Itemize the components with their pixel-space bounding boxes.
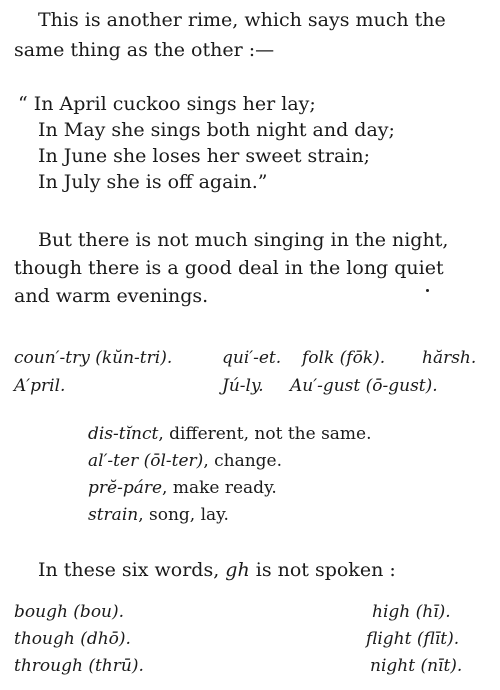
gh-heading-after: is not spoken : xyxy=(249,559,396,581)
def-distinct-text: , different, not the same. xyxy=(158,424,372,444)
gh-heading-before: In these six words, xyxy=(38,559,226,581)
gh-word-night: night (nīt). xyxy=(370,656,463,676)
pron-july: Jú-ly. xyxy=(222,376,264,396)
def-strain-text: , song, lay. xyxy=(138,505,229,525)
pron-august: Au′-gust (ō-gust). xyxy=(290,376,438,396)
para-line-2: though there is a good deal in the long quiet xyxy=(14,257,444,279)
def-alter-text: , change. xyxy=(203,451,283,471)
intro-line-1: This is another rime, which says much the xyxy=(38,9,446,31)
pron-harsh: hărsh. xyxy=(422,348,477,368)
para-line-3: and warm evenings. xyxy=(14,285,209,307)
pron-april: A′pril. xyxy=(14,376,66,396)
pron-folk: folk (fōk). xyxy=(302,348,386,368)
para-line-1: But there is not much singing in the night, xyxy=(38,229,449,251)
def-strain-term: strain xyxy=(88,505,139,525)
gh-word-high: high (hī). xyxy=(372,602,451,622)
def-prepare-term: prĕ-páre xyxy=(88,478,163,498)
gh-word-though: though (dhō). xyxy=(14,629,131,649)
gh-heading-gh: gh xyxy=(225,559,250,581)
stray-dot xyxy=(426,289,429,292)
def-prepare xyxy=(88,476,277,500)
gh-word-through: through (thrū). xyxy=(14,656,144,676)
def-strain xyxy=(88,503,229,527)
poem-line-2: In May she sings both night and day; xyxy=(38,119,395,141)
poem-line-4: In July she is off again.” xyxy=(38,171,268,193)
poem-line-1: “ In April cuckoo sings her lay; xyxy=(18,93,316,115)
pron-country: coun′-try (kŭn-tri). xyxy=(14,348,173,368)
poem-line-3: In June she loses her sweet strain; xyxy=(38,145,371,167)
pron-quiet: qui′-et. xyxy=(222,348,282,368)
def-alter-term: al′-ter (ōl-ter) xyxy=(88,451,204,471)
gh-word-bough: bough (bou). xyxy=(14,602,125,622)
def-distinct xyxy=(88,422,372,446)
def-alter xyxy=(88,449,282,473)
def-prepare-text: , make ready. xyxy=(162,478,277,498)
gh-heading xyxy=(38,558,396,582)
intro-line-2: same thing as the other :— xyxy=(14,39,275,61)
def-distinct-term: dis-tĭnct xyxy=(88,424,159,444)
gh-word-flight: flight (flīt). xyxy=(366,629,460,649)
